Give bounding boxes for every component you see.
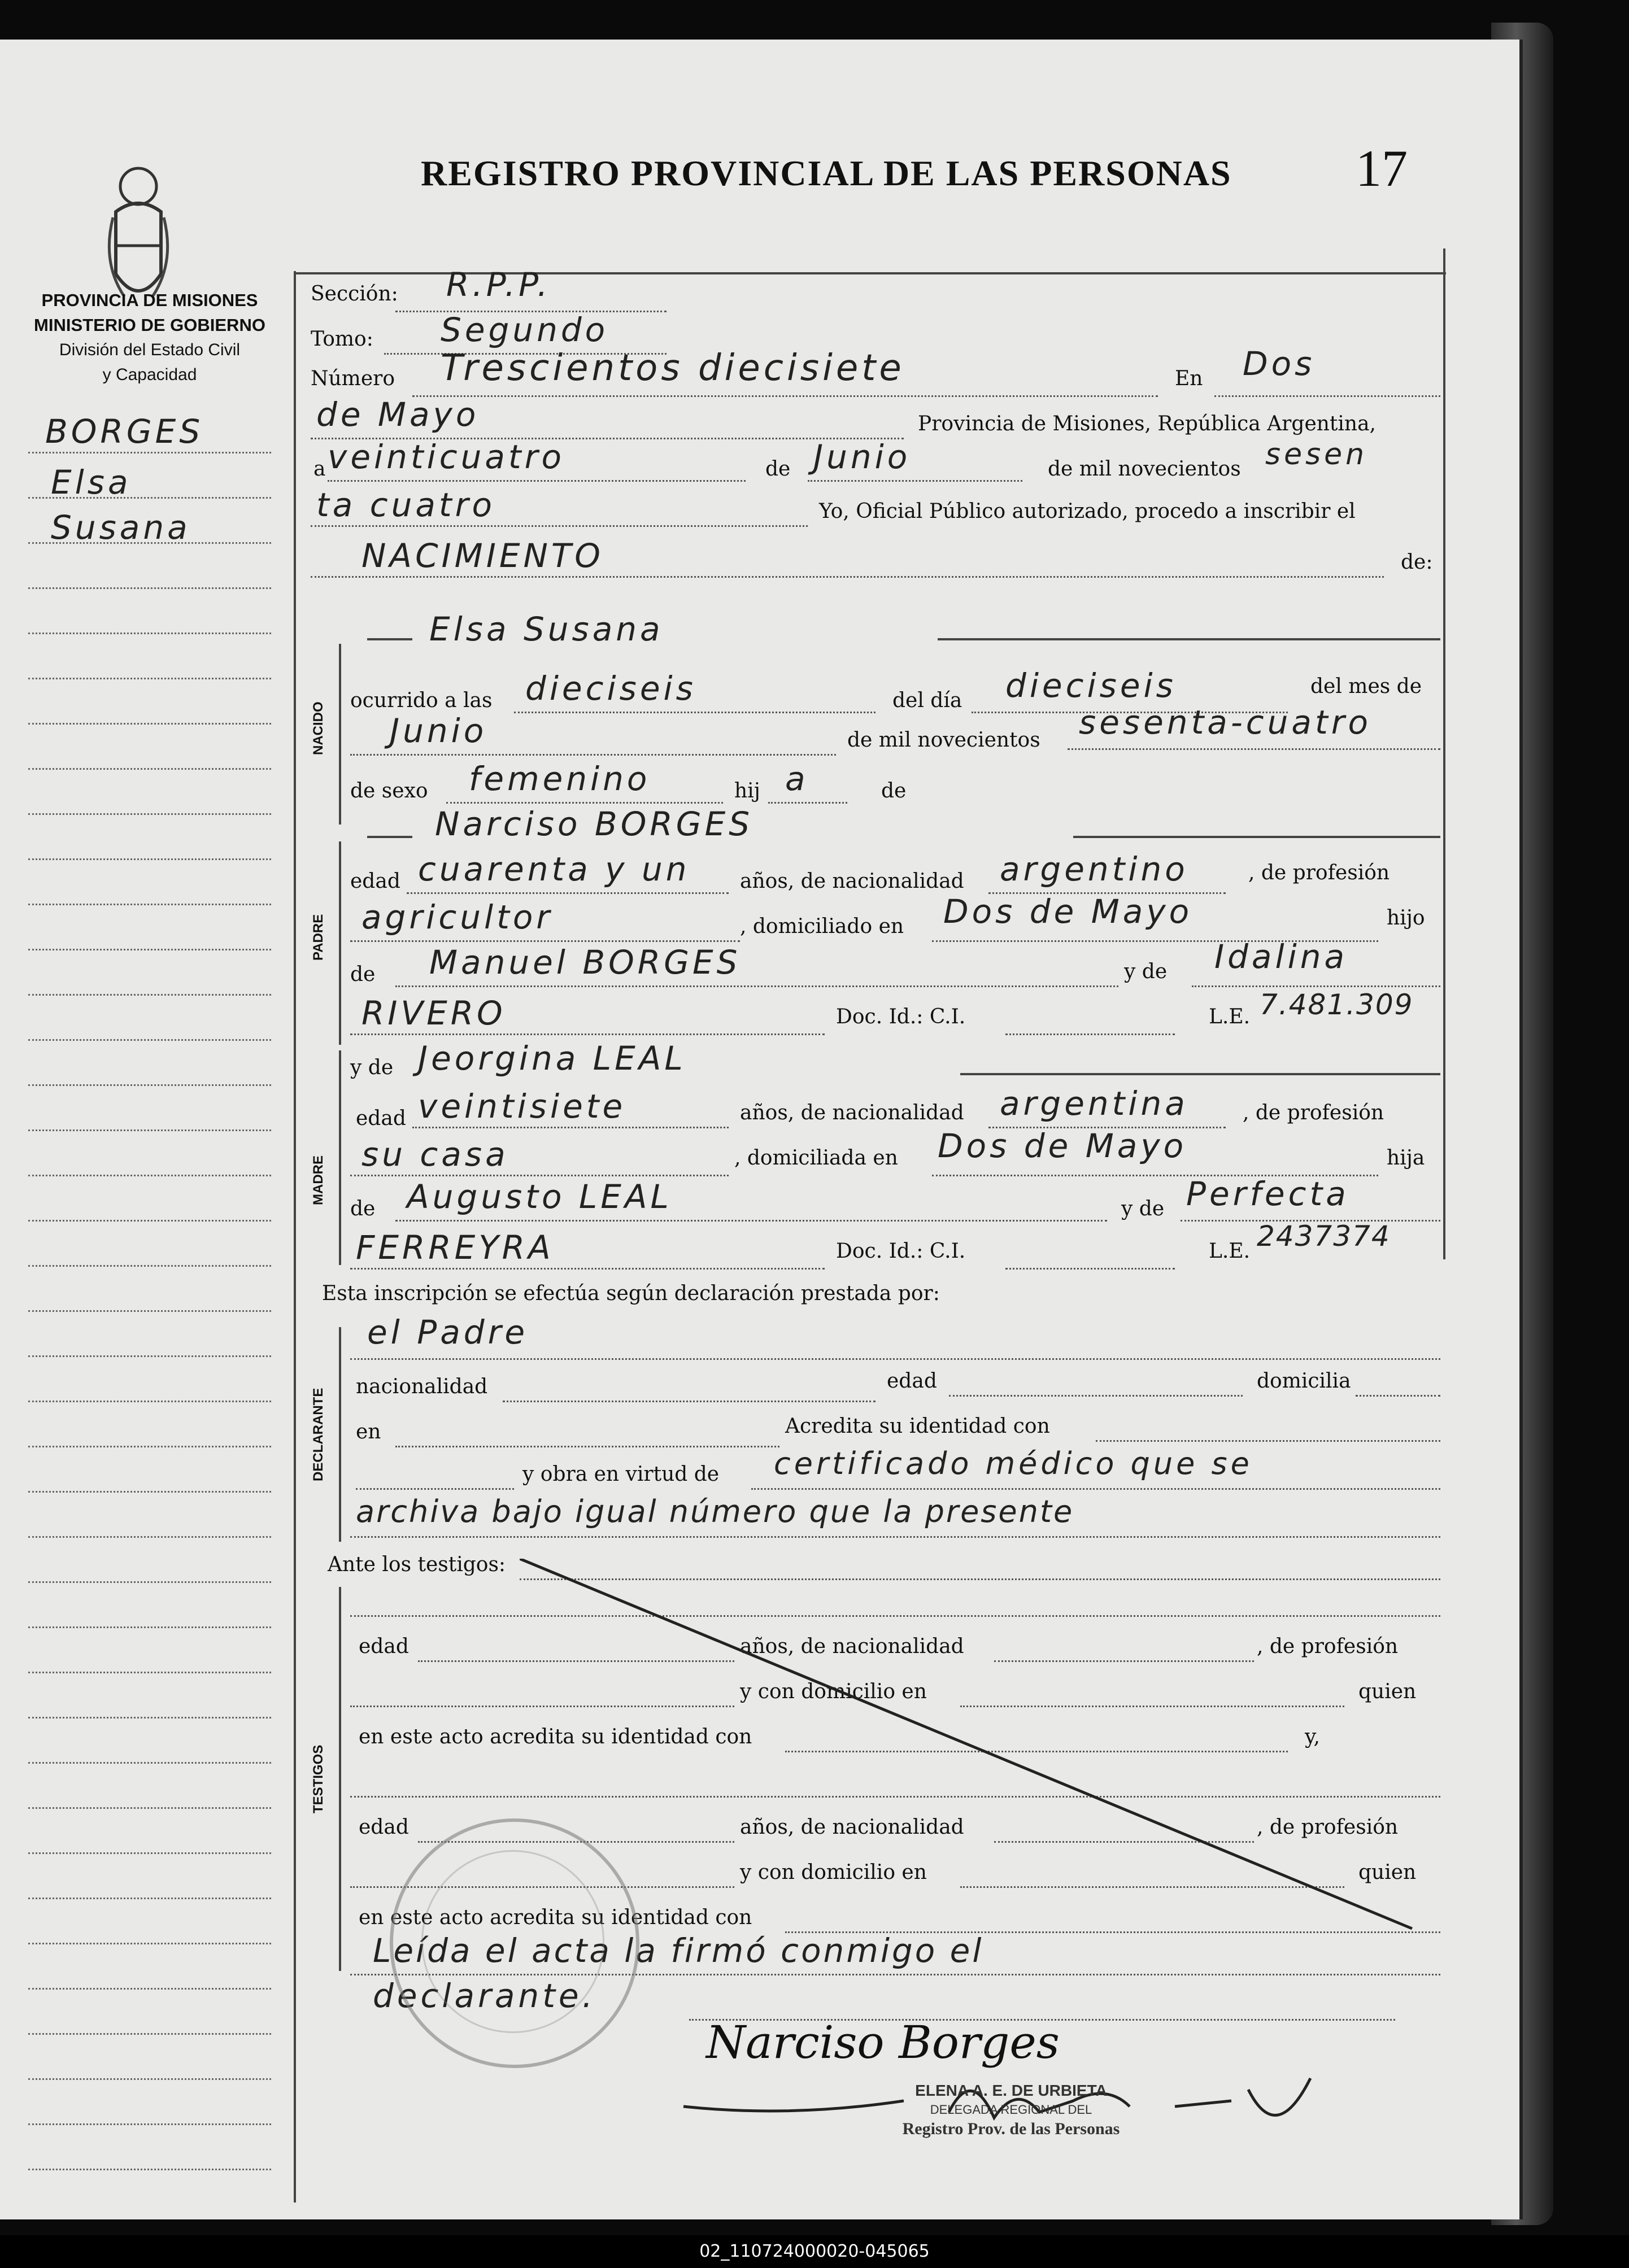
padre-dash-right	[1073, 836, 1440, 838]
person-dash-right	[938, 638, 1440, 640]
padre-edad-label: edad	[350, 870, 400, 893]
madre-le-value: 2437374	[1257, 1220, 1391, 1253]
official-stamp	[836, 2081, 1186, 2139]
declarante-virtud-label: y obra en virtud de	[522, 1463, 720, 1486]
anio-value: sesenta-cuatro	[1079, 703, 1372, 742]
padre-madre2-value: RIVERO	[361, 994, 506, 1032]
hij-label: hij	[734, 779, 760, 802]
hij-line	[768, 802, 847, 804]
madre-padre-line	[395, 1220, 1107, 1222]
image-id-footer: 02_110724000020-045065	[0, 2235, 1629, 2268]
declarante-intro-label: Esta inscripción se efectúa según declaración prestada por:	[322, 1282, 940, 1305]
margin-ruled-line	[28, 1852, 271, 1854]
stamp-line-3: Registro Prov. de las Personas	[902, 2119, 1120, 2138]
margin-ruled-line	[28, 678, 271, 679]
declarante-virtud-value: certificado médico que se	[774, 1446, 1253, 1481]
padre-padre-line	[395, 985, 1118, 987]
margin-ruled-line	[28, 1084, 271, 1086]
margin-ruled-line	[28, 1355, 271, 1357]
madre-edad-label: edad	[356, 1107, 406, 1130]
en-line	[1214, 395, 1440, 397]
madre-edad-value: veintisiete	[418, 1087, 626, 1126]
padre-doc-label: Doc. Id.: C.I.	[836, 1005, 966, 1028]
nacido-mil-label: de mil novecientos	[847, 729, 1040, 752]
declarante-acredita-line	[1096, 1440, 1440, 1442]
hora-line	[514, 712, 876, 713]
org-line-2: MINISTERIO DE GOBIERNO	[34, 315, 265, 335]
margin-ruled-line	[28, 1265, 271, 1267]
org-line-3: División del Estado Civil	[59, 341, 241, 359]
closing-line-2: declarante.	[373, 1977, 596, 2015]
madre-nac-label: años, de nacionalidad	[740, 1101, 964, 1124]
year-value-a: sesen	[1265, 438, 1368, 472]
page-number: 17	[1356, 139, 1408, 197]
padre-nac-label: años, de nacionalidad	[740, 870, 964, 893]
madre-yde-label: y de	[350, 1056, 394, 1079]
padre-madre-value: Idalina	[1214, 937, 1348, 976]
official-seal	[390, 1818, 639, 2068]
testigo2-nac-label: años, de nacionalidad	[740, 1816, 964, 1839]
padre-prof-label: , de profesión	[1248, 861, 1390, 884]
acta-line	[311, 576, 1384, 578]
padre-nac-value: argentino	[1000, 850, 1188, 888]
margin-ruled-line	[28, 1446, 271, 1447]
testigo2-quien-label: quien	[1358, 1861, 1417, 1884]
margin-ruled-line	[28, 723, 271, 725]
declarante-nac-label: nacionalidad	[356, 1375, 488, 1398]
declarante-edad-line	[949, 1395, 1243, 1397]
padre-de-label: de	[350, 963, 376, 986]
declarante-virtud-line-2	[350, 1536, 1440, 1538]
testigos-ante-label: Ante los testigos:	[328, 1553, 506, 1576]
nacido-section-label: NACIDO	[311, 701, 326, 756]
year-value-b: ta cuatro	[316, 486, 495, 524]
declarante-acredita-label: Acredita su identidad con	[785, 1415, 1050, 1438]
en-value: Dos	[1243, 344, 1316, 383]
testigo1-quien-label: quien	[1358, 1680, 1417, 1703]
madre-name-value: Jeorgina LEAL	[418, 1039, 686, 1078]
padre-yde-label: y de	[1124, 960, 1168, 983]
declarante-section-label: DECLARANTE	[311, 1388, 326, 1481]
declarant-signature: Narciso Borges	[706, 2016, 1060, 2069]
margin-ruled-line	[28, 904, 271, 905]
day-value: veinticuatro	[328, 438, 565, 476]
declarante-intro-value: el Padre	[367, 1313, 529, 1351]
stamp-line-2: DELEGADA REGIONAL DEL	[930, 2103, 1092, 2117]
padre-padre-value: Manuel BORGES	[429, 943, 741, 982]
declarante-edad-label: edad	[887, 1369, 937, 1393]
declarante-nac-line	[503, 1401, 876, 1402]
mil-label: de mil novecientos	[1048, 457, 1241, 481]
testigo2-prof-label: , de profesión	[1257, 1816, 1399, 1839]
madre-madre-value: Perfecta	[1186, 1175, 1349, 1213]
margin-ruled-line	[28, 1175, 271, 1176]
hij-value: a	[785, 760, 809, 798]
org-line-1: PROVINCIA DE MISIONES	[41, 290, 258, 310]
margin-ruled-line	[28, 949, 271, 950]
padre-doc-line	[1005, 1033, 1175, 1035]
margin-ruled-line	[28, 2033, 271, 2035]
seccion-value: R.P.P.	[446, 265, 551, 304]
day-line	[328, 480, 746, 482]
madre-doc-label: Doc. Id.: C.I.	[836, 1240, 966, 1263]
testigo1-nac-label: años, de nacionalidad	[740, 1635, 964, 1658]
register-page	[0, 40, 1523, 2219]
madre-madre2-value: FERREYRA	[356, 1228, 554, 1267]
org-line-4: y Capacidad	[102, 365, 197, 384]
margin-ruled-line	[28, 1039, 271, 1041]
hij-de-label: de	[881, 779, 907, 802]
left-frame-line	[294, 271, 296, 2202]
testigos-section-label: TESTIGOS	[311, 1744, 326, 1813]
declarante-dom-line	[1356, 1395, 1440, 1397]
sexo-value: femenino	[469, 760, 651, 798]
margin-ruled-line	[28, 1220, 271, 1222]
padre-prof-value: agricultor	[361, 898, 554, 936]
margin-ruled-line	[28, 1491, 271, 1493]
margin-ruled-line	[28, 813, 271, 815]
margin-name-1: Elsa	[51, 463, 132, 501]
testigo2-edad-label: edad	[359, 1816, 409, 1839]
page-title: REGISTRO PROVINCIAL DE LAS PERSONAS	[421, 153, 1232, 193]
madre-prof-line	[350, 1175, 729, 1176]
month-value: Junio	[813, 438, 911, 476]
tomo-value: Segundo	[441, 311, 609, 349]
margin-ruled-line	[28, 1672, 271, 1673]
sexo-label: de sexo	[350, 779, 428, 802]
madre-madre2-line	[350, 1268, 825, 1270]
mes-value: Junio	[390, 712, 487, 750]
anio-line	[1068, 748, 1440, 750]
acta-value: NACIMIENTO	[361, 537, 604, 575]
a-label: a	[313, 457, 326, 481]
declarante-virtud-prefix-line	[356, 1488, 514, 1490]
margin-ruled-line	[28, 633, 271, 634]
padre-le-value: 7.481.309	[1260, 988, 1414, 1021]
testigo1-edad-label: edad	[359, 1635, 409, 1658]
margin-ruled-line	[28, 497, 271, 499]
dia-value: dieciseis	[1005, 666, 1177, 705]
madre-doc-line	[1005, 1268, 1175, 1270]
dia-label: del día	[892, 689, 962, 712]
testigo2-dom-label: y con domicilio en	[740, 1861, 927, 1884]
en-label: En	[1175, 367, 1203, 390]
margin-ruled-line	[28, 1581, 271, 1583]
madre-yde2-label: y de	[1121, 1197, 1165, 1220]
margin-ruled-line	[28, 2078, 271, 2080]
numero-value: Trescientos diecisiete	[441, 347, 905, 389]
madre-dash-right	[960, 1073, 1440, 1075]
month-de-label: de	[765, 457, 791, 481]
numero-label: Número	[311, 367, 395, 390]
month-line	[808, 480, 1022, 482]
padre-edad-value: cuarenta y un	[418, 850, 690, 888]
seccion-label: Sección:	[311, 282, 398, 306]
madre-hija-label: hija	[1387, 1146, 1425, 1170]
padre-madre-line	[1192, 985, 1440, 987]
ocurrido-label: ocurrido a las	[350, 689, 493, 712]
margin-ruled-line	[28, 994, 271, 996]
testigo1-prof-label: , de profesión	[1257, 1635, 1399, 1658]
margin-ruled-line	[28, 1717, 271, 1719]
margin-ruled-line	[28, 1762, 271, 1764]
margin-ruled-line	[28, 2169, 271, 2170]
madre-padre-value: Augusto LEAL	[407, 1177, 672, 1216]
madre-le-label: L.E.	[1209, 1240, 1251, 1263]
margin-ruled-line	[28, 587, 271, 589]
margin-ruled-line	[28, 1310, 271, 1312]
hora-value: dieciseis	[525, 669, 696, 708]
person-dash-left	[367, 638, 412, 640]
margin-surname: BORGES	[45, 412, 204, 451]
declarante-dom-label: domicilia	[1257, 1369, 1351, 1393]
margin-ruled-line	[28, 1626, 271, 1628]
margin-ruled-line	[28, 1898, 271, 1899]
yo-label: Yo, Oficial Público autorizado, procedo a inscribir el	[819, 500, 1356, 523]
madre-dom-value: Dos de Mayo	[938, 1127, 1187, 1165]
padre-dash-left	[367, 836, 412, 838]
declarante-virtud-line	[751, 1488, 1440, 1490]
testigo2-acredita-label: en este acto acredita su identidad con	[359, 1906, 752, 1929]
provincia-label: Provincia de Misiones, República Argentina,	[918, 412, 1377, 435]
margin-name-2: Susana	[51, 508, 191, 547]
issuing-organization	[17, 288, 282, 387]
margin-ruled-line	[28, 1536, 271, 1538]
place-value: de Mayo	[316, 395, 480, 434]
padre-hijo-label: hijo	[1387, 906, 1425, 930]
padre-section-label: PADRE	[311, 914, 326, 961]
padre-le-label: L.E.	[1209, 1005, 1251, 1028]
tomo-label: Tomo:	[311, 328, 373, 351]
mes-label: del mes de	[1310, 675, 1422, 698]
numero-line	[412, 395, 1158, 397]
margin-ruled-line	[28, 1943, 271, 1944]
testigo1-y-label: y,	[1305, 1725, 1320, 1748]
madre-edad-line	[412, 1127, 729, 1128]
testigo1-dom-label: y con domicilio en	[740, 1680, 927, 1703]
madre-prof-label: , de profesión	[1243, 1101, 1384, 1124]
padre-madre2-line	[350, 1033, 825, 1035]
padre-edad-line	[407, 892, 729, 894]
mes-line	[350, 754, 836, 756]
sexo-line	[446, 802, 723, 804]
madre-dom-label: , domiciliada en	[734, 1146, 898, 1170]
padre-dom-label: , domiciliado en	[740, 915, 904, 938]
margin-ruled-line	[28, 2123, 271, 2125]
right-frame-line	[1443, 248, 1445, 1259]
madre-section-label: MADRE	[311, 1155, 326, 1205]
margin-ruled-line	[28, 542, 271, 544]
margin-ruled-line	[28, 858, 271, 860]
margin-ruled-line	[28, 768, 271, 770]
margin-ruled-line	[28, 1807, 271, 1809]
cancellation-line	[520, 1559, 1423, 1937]
margin-ruled-line	[28, 452, 271, 453]
padre-prof-line	[350, 940, 740, 942]
official-seal-inner-ring	[421, 1850, 604, 2033]
stamp-line-1: ELENA A. E. DE URBIETA	[915, 2082, 1107, 2099]
testigo1-acredita-label: en este acto acredita su identidad con	[359, 1725, 752, 1748]
declarante-virtud-value-2: archiva bajo igual número que la presente	[356, 1494, 1074, 1529]
madre-de-label: de	[350, 1197, 376, 1220]
person-value: Elsa Susana	[429, 610, 664, 648]
madre-prof-value: su casa	[361, 1135, 509, 1174]
padre-name-value: Narciso BORGES	[435, 805, 753, 843]
declarante-intro-line	[350, 1358, 1440, 1360]
declarante-en-label: en	[356, 1420, 381, 1443]
padre-dom-value: Dos de Mayo	[943, 892, 1193, 931]
madre-nac-value: argentina	[1000, 1084, 1188, 1123]
declarante-en-line	[395, 1446, 779, 1447]
margin-ruled-line	[28, 1129, 271, 1131]
margin-ruled-line	[28, 1988, 271, 1990]
closing-line-1: Leída el acta la firmó conmigo el	[373, 1931, 984, 1970]
acta-de-label: de:	[1401, 551, 1433, 574]
year-line	[311, 525, 808, 527]
margin-ruled-line	[28, 1401, 271, 1402]
